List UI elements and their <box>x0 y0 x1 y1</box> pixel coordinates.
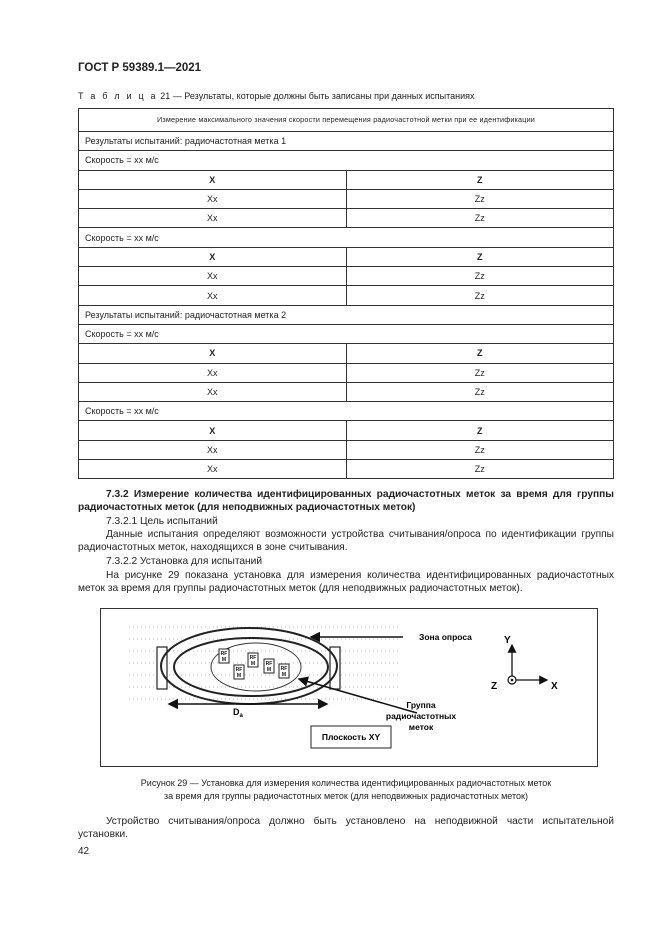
figure-caption-line2: за время для группы радиочастотных меток (для неподвижных радиочастотных меток) <box>164 790 528 801</box>
table-caption <box>78 91 475 101</box>
col-x-header: X <box>79 421 347 440</box>
group-pointer-arrow <box>299 679 417 713</box>
cell-z: Zz <box>346 267 614 286</box>
table-caption-prefix: Т а б л и ц а <box>78 91 158 101</box>
table-row <box>79 382 614 401</box>
subsection-2-title: 7.3.2.2 Установка для испытаний <box>106 556 263 567</box>
cell-x: Xx <box>79 189 347 208</box>
col-x-header: X <box>79 170 347 189</box>
rf-tag <box>279 664 289 678</box>
table-row <box>79 324 614 343</box>
table-row <box>79 402 614 421</box>
group-label-2: радиочастотных <box>385 711 457 721</box>
cell-x: Xx <box>79 209 347 228</box>
table-row <box>79 109 614 132</box>
cell-z: Zz <box>346 363 614 382</box>
table-row <box>79 344 614 363</box>
svg-text:M: M <box>266 667 272 673</box>
group-label-3: меток <box>408 722 434 732</box>
section-heading: 7.3.2 Измерение количества идентифицированных радиочастотных меток за время для группы радиочастотных меток (для неподвижных радиочастотных меток) <box>78 489 614 513</box>
col-z-header: Z <box>346 421 614 440</box>
figure-caption-line1: Рисунок 29 — Установка для измерения количества идентифицированных радиочастотных меток <box>140 778 552 788</box>
svg-text:RF: RF <box>220 651 228 657</box>
tag2-row: Результаты испытаний: радиочастотная метка 2 <box>79 305 614 324</box>
rf-tag <box>219 649 229 663</box>
cell-z: Zz <box>346 209 614 228</box>
group-label-1: Группа <box>406 700 436 710</box>
page-number: 42 <box>78 846 90 857</box>
rf-tag <box>234 665 244 679</box>
speed-row: Скорость = xx м/с <box>79 228 614 247</box>
svg-text:RF: RF <box>235 667 243 673</box>
cell-x: Xx <box>79 382 347 401</box>
subsection-1-text: Данные испытания определяют возможности устройства считывания/опроса по идентификации группы радиочастотных меток, находящихся в зоне считывания. <box>78 529 614 553</box>
table-row <box>79 267 614 286</box>
tag1-row: Результаты испытаний: радиочастотная метка 1 <box>79 132 614 151</box>
table-row <box>79 440 614 459</box>
cell-x: Xx <box>79 460 347 479</box>
svg-text:RF: RF <box>265 661 273 667</box>
svg-text:RF: RF <box>280 666 288 672</box>
table-row <box>79 286 614 305</box>
speed-row: Скорость = xx м/с <box>79 151 614 170</box>
subsection-2-text: На рисунке 29 показана установка для измерения количества идентифицированных радиочастотных меток за время для группы радиочастотных меток (для неподвижных радиочастотных меток). <box>78 570 614 594</box>
table-row <box>79 209 614 228</box>
document-header: ГОСТ Р 59389.1—2021 <box>78 62 202 74</box>
zone-label: Зона опроса <box>419 632 472 642</box>
z-axis-label: Z <box>491 681 498 692</box>
table-row <box>79 305 614 324</box>
table-header-cell: Измерение максимального значения скорости перемещения радиочастотной метки при ее идентификации <box>79 109 614 132</box>
speed-row: Скорость = xx м/с <box>79 324 614 343</box>
results-table <box>78 108 614 479</box>
rf-tag <box>264 659 274 673</box>
col-z-header: Z <box>346 170 614 189</box>
y-axis-label: Y <box>504 635 511 646</box>
svg-text:M: M <box>250 661 256 667</box>
svg-text:M: M <box>281 672 287 678</box>
cell-z: Zz <box>346 286 614 305</box>
figure-caption <box>78 777 614 802</box>
svg-text:M: M <box>221 657 227 663</box>
cell-x: Xx <box>79 440 347 459</box>
subsection-1-title: 7.3.2.1 Цель испытаний <box>106 516 218 527</box>
cell-z: Zz <box>346 440 614 459</box>
rf-tag <box>248 653 258 667</box>
col-x-header: X <box>79 344 347 363</box>
figure-29 <box>100 608 598 767</box>
speed-row: Скорость = xx м/с <box>79 402 614 421</box>
table-row <box>79 421 614 440</box>
table-caption-number: 21 <box>160 91 171 101</box>
cell-x: Xx <box>79 267 347 286</box>
table-row <box>79 228 614 247</box>
table-row <box>79 247 614 266</box>
col-z-header: Z <box>346 344 614 363</box>
table-row <box>79 460 614 479</box>
cell-z: Zz <box>346 460 614 479</box>
cell-z: Zz <box>346 189 614 208</box>
col-z-header: Z <box>346 247 614 266</box>
x-axis-label: X <box>551 681 558 692</box>
table-row <box>79 132 614 151</box>
col-x-header: X <box>79 247 347 266</box>
table-caption-title: — Результаты, которые должны быть записаны при данных испытаниях <box>172 91 475 101</box>
cell-x: Xx <box>79 363 347 382</box>
final-paragraph: Устройство считывания/опроса должно быть установлено на неподвижной части испытательной установки. <box>78 816 614 840</box>
cell-z: Zz <box>346 382 614 401</box>
table-row <box>79 151 614 170</box>
svg-text:RF: RF <box>249 655 257 661</box>
table-row <box>79 189 614 208</box>
table-row <box>79 363 614 382</box>
svg-text:M: M <box>236 673 242 679</box>
distance-label: $D_a$ <box>233 707 243 719</box>
table-row <box>79 170 614 189</box>
plane-label: Плоскость XY <box>321 732 381 742</box>
cell-x: Xx <box>79 286 347 305</box>
